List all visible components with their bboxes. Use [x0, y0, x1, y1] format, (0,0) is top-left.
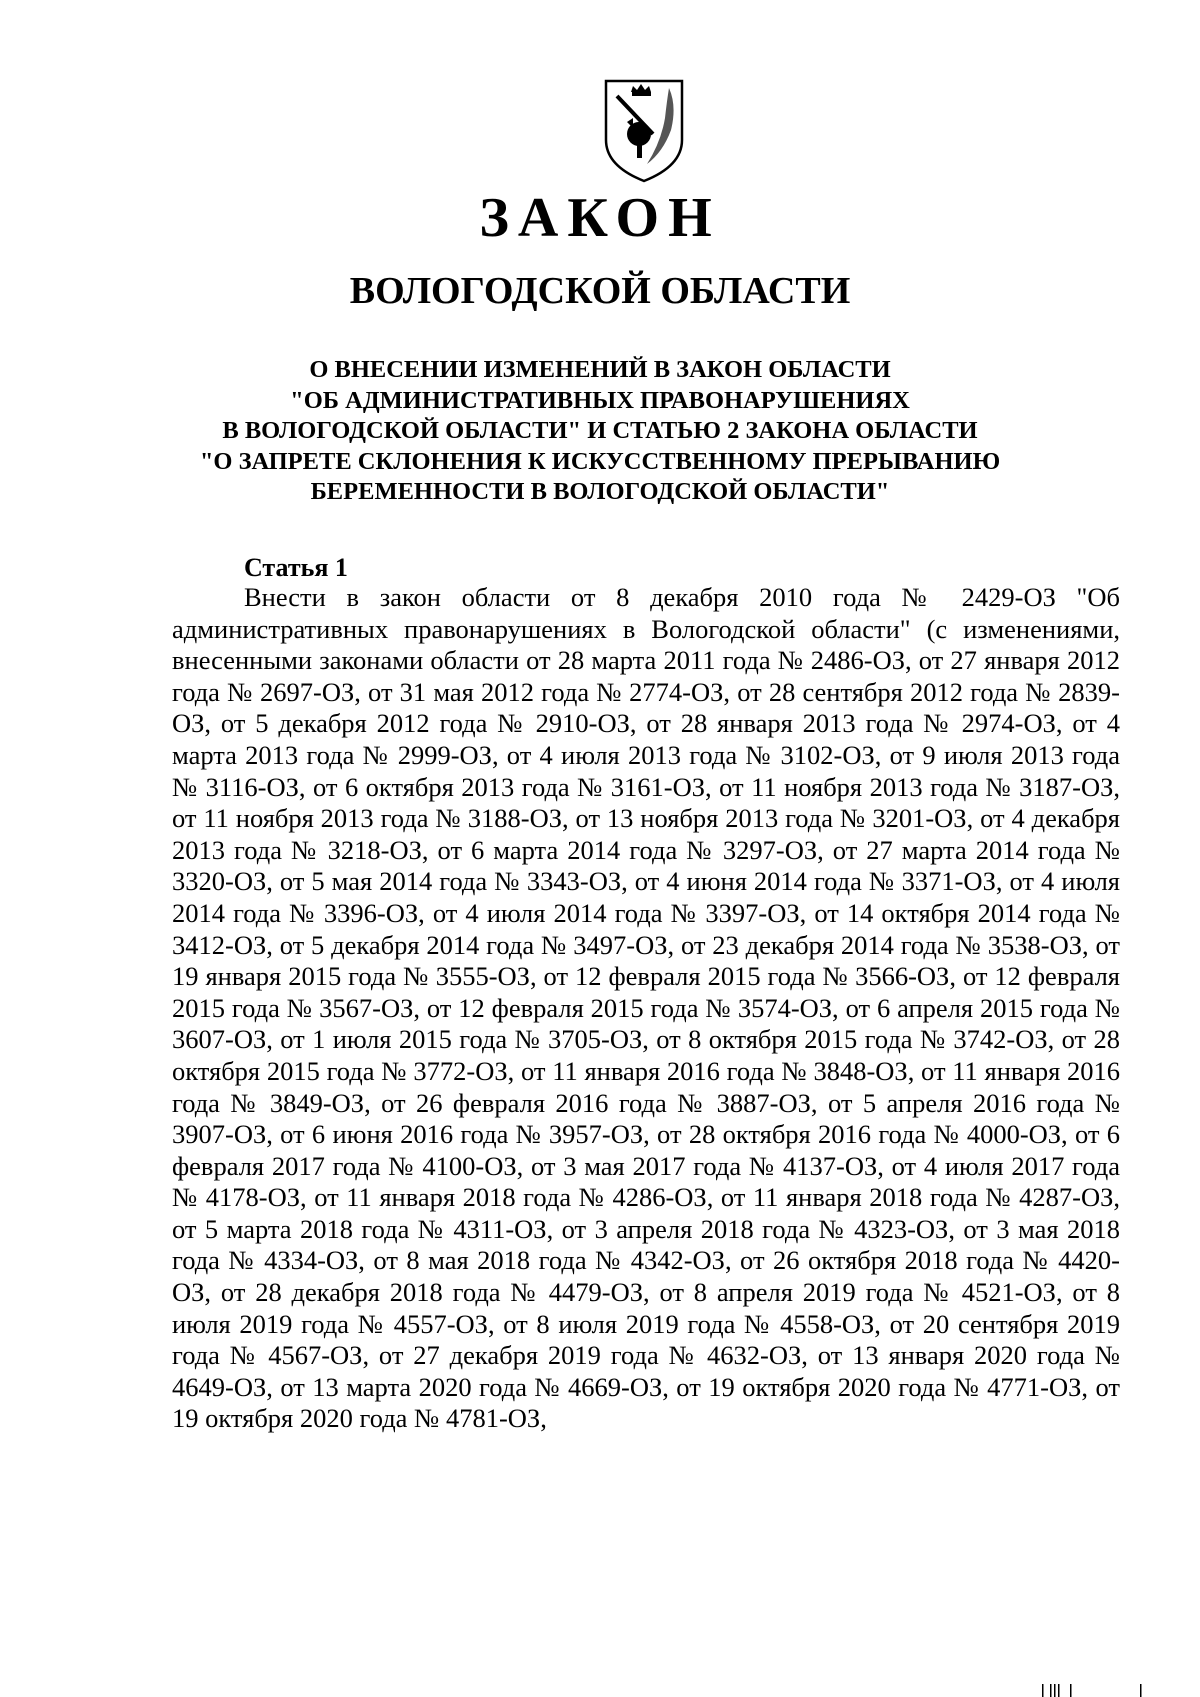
- subject-line: О ВНЕСЕНИИ ИЗМЕНЕНИЙ В ЗАКОН ОБЛАСТИ: [309, 356, 891, 383]
- coat-of-arms-icon: [603, 78, 685, 184]
- law-title: ЗАКОН: [479, 187, 721, 249]
- subject-line: "ОБ АДМИНИСТРАТИВНЫХ ПРАВОНАРУШЕНИЯХ: [290, 386, 910, 414]
- scan-marks: [1040, 1680, 1160, 1697]
- subject-line: В ВОЛОГОДСКОЙ ОБЛАСТИ" И СТАТЬЮ 2 ЗАКОНА ОБЛАСТИ: [222, 417, 978, 444]
- law-subject: [150, 355, 1050, 508]
- article-body: Внести в закон области от 8 декабря 2010 года № 2429-ОЗ "Об административных правонарушениях в Вологодской области" (с изменениями, внесенными законами области от 28 марта 2011 года № 2486-ОЗ, от 27 января 2012 года № 2697-ОЗ, от 31 мая 2012 года № 2774-ОЗ, от 28 сентября 2012 года № 2839-ОЗ, от 5 декабря 2012 года № 2910-ОЗ, от 28 января 2013 года № 2974-ОЗ, от 4 марта 2013 года № 2999-ОЗ, от 4 июля 2013 года № 3102-ОЗ, от 9 июля 2013 года № 3116-ОЗ, от 6 октября 2013 года № 3161-ОЗ, от 11 ноября 2013 года № 3187-ОЗ, от 11 ноября 2013 года № 3188-ОЗ, от 13 ноября 2013 года № 3201-ОЗ, от 4 декабря 2013 года № 3218-ОЗ, от 6 марта 2014 года № 3297-ОЗ, от 27 марта 2014 года № 3320-ОЗ, от 5 мая 2014 года № 3343-ОЗ, от 4 июня 2014 года № 3371-ОЗ, от 4 июля 2014 года № 3396-ОЗ, от 4 июля 2014 года № 3397-ОЗ, от 14 октября 2014 года № 3412-ОЗ, от 5 декабря 2014 года № 3497-ОЗ, от 23 декабря 2014 года № 3538-ОЗ, от 19 января 2015 года № 3555-ОЗ, от 12 февраля 2015 года № 3566-ОЗ, от 12 февраля 2015 года № 3567-ОЗ, от 12 февраля 2015 года № 3574-ОЗ, от 6 апреля 2015 года № 3607-ОЗ, от 1 июля 2015 года № 3705-ОЗ, от 8 октября 2015 года № 3742-ОЗ, от 28 октября 2015 года № 3772-ОЗ, от 11 января 2016 года № 3848-ОЗ, от 11 января 2016 года № 3849-ОЗ, от 26 февраля 2016 года № 3887-ОЗ, от 5 апреля 2016 года № 3907-ОЗ, от 6 июня 2016 года № 3957-ОЗ, от 28 октября 2016 года № 4000-ОЗ, от 6 февраля 2017 года № 4100-ОЗ, от 3 мая 2017 года № 4137-ОЗ, от 4 июля 2017 года № 4178-ОЗ, от 11 января 2018 года № 4286-ОЗ, от 11 января 2018 года № 4287-ОЗ, от 5 марта 2018 года № 4311-ОЗ, от 3 апреля 2018 года № 4323-ОЗ, от 3 мая 2018 года № 4334-ОЗ, от 8 мая 2018 года № 4342-ОЗ, от 26 октября 2018 года № 4420-ОЗ, от 28 декабря 2018 года № 4479-ОЗ, от 8 апреля 2019 года № 4521-ОЗ, от 8 июля 2019 года № 4557-ОЗ, от 8 июля 2019 года № 4558-ОЗ, от 20 сентября 2019 года № 4567-ОЗ, от 27 декабря 2019 года № 4632-ОЗ, от 13 января 2020 года № 4649-ОЗ, от 13 марта 2020 года № 4669-ОЗ, от 19 октября 2020 года № 4771-ОЗ, от 19 октября 2020 года № 4781-ОЗ,: [172, 582, 1120, 1434]
- article-heading: Статья 1: [244, 553, 348, 582]
- subject-line: "О ЗАПРЕТЕ СКЛОНЕНИЯ К ИСКУССТВЕННОМУ ПРЕРЫВАНИЮ: [199, 447, 1001, 475]
- region-title: ВОЛОГОДСКОЙ ОБЛАСТИ: [349, 270, 851, 312]
- subject-line: БЕРЕМЕННОСТИ В ВОЛОГОДСКОЙ ОБЛАСТИ": [310, 478, 890, 505]
